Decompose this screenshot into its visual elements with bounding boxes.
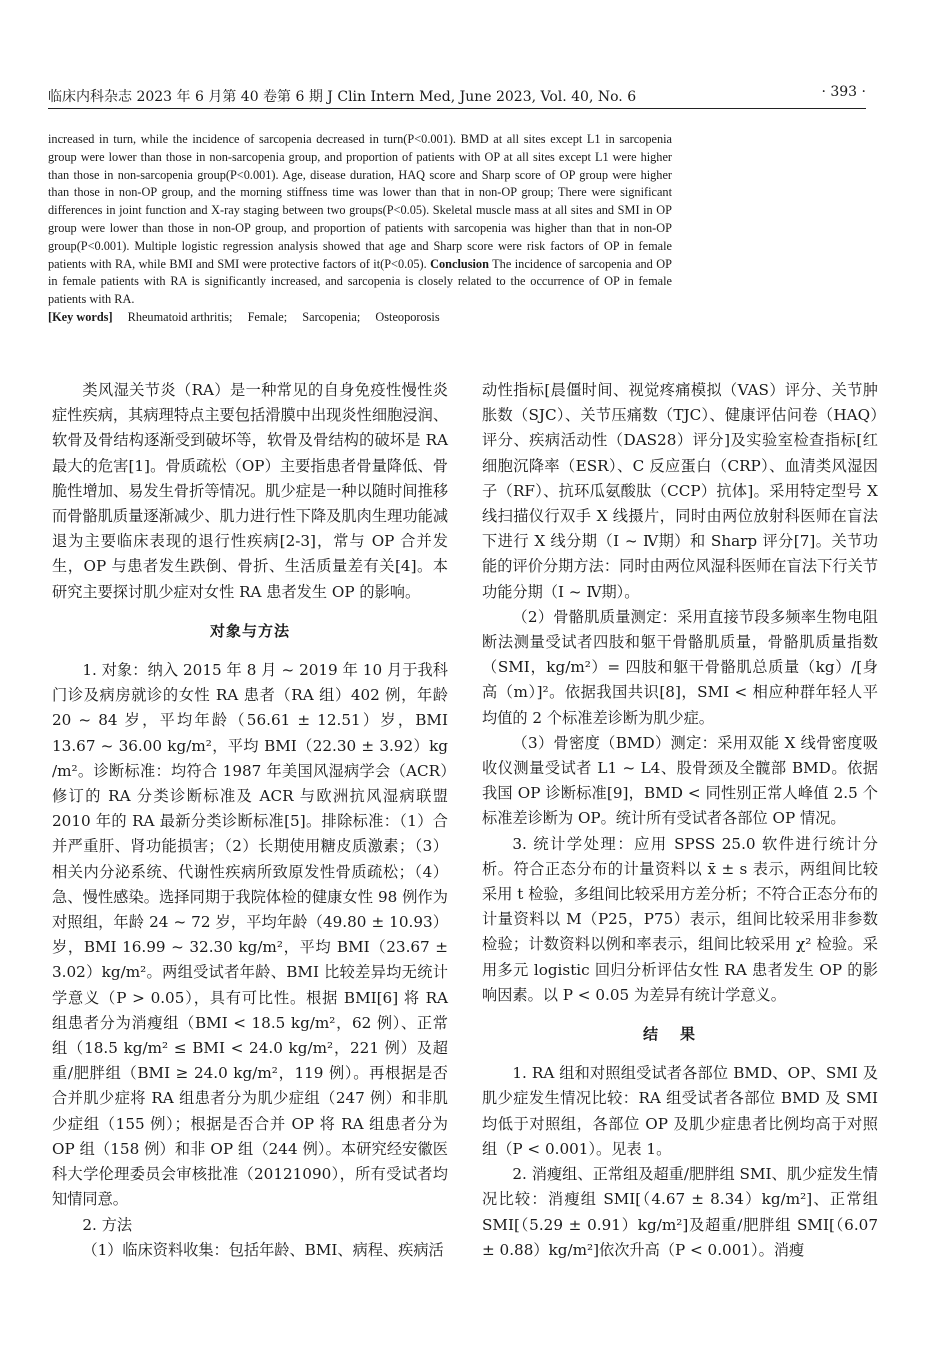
keywords-line [48, 309, 672, 327]
left-column [52, 378, 448, 1263]
methods-muscle-mass: （2）骨骼肌质量测定：采用直接节段多频率生物电阻断法测量受试者四肢和躯干骨骼肌质量，骨骼肌质量指数（SMI，kg/m²）= 四肢和躯干骨骼肌总质量（kg）/[身高（m）]²。依据我国共识[8]，SMI < 相应种群年轻人平均值的 2 个标准差诊断为肌少症。 [482, 607, 878, 727]
page-number: · 393 · [821, 84, 866, 100]
conclusion-label: Conclusion [430, 256, 489, 271]
keyword: Osteoporosis [375, 309, 440, 324]
keywords-label: [Key words] [48, 309, 113, 324]
stats-paragraph: 3. 统计学处理：应用 SPSS 25.0 软件进行统计分析。符合正态分布的计量资料以 x̄ ± s 表示，两组间比较采用 t 检验，多组间比较采用方差分析；不符合正态分布的计量资料以 M（P25，P75）表示，组间比较采用非参数检验；计数资料以例和率表示，组间比较采用 χ² 检验。采用多元 logistic 回归分析评估女性 RA 患者发生 OP 的影响因素。以 P < 0.05 为差异有统计学意义。 [482, 834, 878, 1004]
running-header [48, 84, 866, 109]
journal-citation: 临床内科杂志 2023 年 6 月第 40 卷第 6 期 J Clin Intern Med, June 2023, Vol. 40, No. 6 [48, 89, 637, 105]
result-1-paragraph: 1. RA 组和对照组受试者各部位 BMD、OP、SMI 及肌少症发生情况比较：RA 组受试者各部位 BMD 及 SMI 均低于对照组，各部位 OP 及肌少症患者比例均高于对照组（P < 0.001）。见表 1。 [482, 1064, 878, 1158]
intro-paragraph: 类风湿关节炎（RA）是一种常见的自身免疫性慢性炎症性疾病，其病理特点主要包括滑膜中出现炎性细胞浸润、软骨及骨结构逐渐受到破坏等，软骨及骨结构的破坏是 RA 最大的危害[1]。骨质疏松（OP）主要指患者骨量降低、骨脆性增加、易发生骨折等情况。肌少症是一种以随时间推移而骨骼肌质量逐渐减少、肌力进行性下降及肌肉生理功能减退为主要临床表现的退行性疾病[2-3]，常与 OP 合并发生，OP 与患者发生跌倒、骨折、生活质量差有关[4]。本研究主要探讨肌少症对女性 RA 患者发生 OP 的影响。 [52, 381, 448, 601]
abstract-block [48, 131, 672, 327]
methods-subheading: 2. 方法 [82, 1215, 133, 1234]
methods-clinical-continued: 动性指标[晨僵时间、视觉疼痛模拟（VAS）评分、关节肿胀数（SJC）、关节压痛数（TJC）、健康评估问卷（HAQ）评分、疾病活动性（DAS28）评分]及实验室检查指标[红细胞沉降率（ESR）、C 反应蛋白（CRP）、血清类风湿因子（RF）、抗环瓜氨酸肽（CCP）抗体]。采用特定型号 X 线扫描仪行双手 X 线摄片，同时由两位放射科医师在盲法下进行 X 线分期（Ⅰ ~ Ⅳ期）和 Sharp 评分[7]。关节功能的评价分期方法：同时由两位风湿科医师在盲法下行关节功能分期（Ⅰ ~ Ⅳ期）。 [482, 381, 878, 601]
keyword: Rheumatoid arthritis; [127, 309, 233, 324]
methods-bmd: （3）骨密度（BMD）测定：采用双能 X 线骨密度吸收仪测量受试者 L1 ~ L4、股骨颈及全髋部 BMD。依据我国 OP 诊断标准[9]，BMD < 同性别正常人峰值 2.5 个标准差诊断为 OP。统计所有受试者各部位 OP 情况。 [482, 733, 878, 828]
result-2-paragraph: 2. 消瘦组、正常组及超重/肥胖组 SMI、肌少症发生情况比较：消瘦组 SMI[（4.67 ± 8.34）kg/m²]、正常组 SMI[（5.29 ± 0.91）kg/m²]及超重/肥胖组 SMI[（6.07 ± 0.88）kg/m²]依次升高（P < 0.001）。消瘦 [482, 1165, 878, 1259]
section-heading-methods: 对象与方法 [209, 621, 290, 640]
section-heading-results: 结果 [642, 1025, 717, 1044]
abstract-results-text: increased in turn, while the incidence of sarcopenia decreased in turn(P<0.001). BMD at all sites except L1 in sarcopenia group were lower than those in non-sarcopenia group, and proportion of patients with OP at all sites except L1 were higher than those in non-sarcopenia group(P<0.001). Age, disease duration, HAQ score and Sharp score of OP group were higher than those in non-OP group, and the morning stiffness time was lower than that in non-OP group; There were significant differences in joint function and X-ray staging between two groups(P<0.05). Skeletal muscle mass at all sites and SMI in OP group were lower than those in non-OP group, and proportion of patients with sarcopenia was higher than that in non-OP group(P<0.001). Multiple logistic regression analysis showed that age and Sharp score were risk factors of OP in female patients with RA, while BMI and SMI were protective factors of it(P<0.05). [48, 132, 672, 271]
conclusion-text: The incidence of sarcopenia and OP in female patients with RA is significantly increased, and sarcopenia is closely related to the occurrence of OP in female patients with RA. [48, 256, 673, 307]
subjects-paragraph: 1. 对象：纳入 2015 年 8 月 ~ 2019 年 10 月于我科门诊及病房就诊的女性 RA 患者（RA 组）402 例，年龄 20 ~ 84 岁，平均年龄（56.61 ± 12.51）岁，BMI 13.67 ~ 36.00 kg/m²，平均 BMI（22.30 ± 3.92）kg /m²。诊断标准：均符合 1987 年美国风湿病学会（ACR）修订的 RA 分类诊断标准及 ACR 与欧洲抗风湿病联盟 2010 年的 RA 最新分类诊断标准[5]。排除标准：（1）合并严重肝、肾功能损害；（2）长期使用糖皮质激素；（3）相关内分泌系统、代谢性疾病所致原发性骨质疏松；（4）急、慢性感染。选择同期于我院体检的健康女性 98 例作为对照组，年龄 24 ~ 72 岁，平均年龄（49.80 ± 10.93）岁，BMI 16.99 ~ 32.30 kg/m²，平均 BMI（23.67 ± 3.02）kg/m²。两组受试者年龄、BMI 比较差异均无统计学意义（P > 0.05），具有可比性。根据 BMI[6] 将 RA 组患者分为消瘦组（BMI < 18.5 kg/m²，62 例）、正常组（18.5 kg/m² ≤ BMI < 24.0 kg/m²，221 例）及超重/肥胖组（BMI ≥ 24.0 kg/m²，119 例）。再根据是否合并肌少症将 RA 组患者分为肌少症组（247 例）和非肌少症组（155 例）；根据是否合并 OP 将 RA 组患者分为 OP 组（158 例）和非 OP 组（244 例）。本研究经安徽医科大学伦理委员会审核批准（20121090），所有受试者均知情同意。 [52, 661, 448, 1209]
keyword: Female; [247, 309, 288, 324]
abstract-continuation [48, 131, 672, 309]
methods-clinical-start: （1）临床资料收集：包括年龄、BMI、病程、疾病活 [82, 1240, 444, 1259]
keyword: Sarcopenia; [302, 309, 361, 324]
right-column [482, 378, 878, 1263]
